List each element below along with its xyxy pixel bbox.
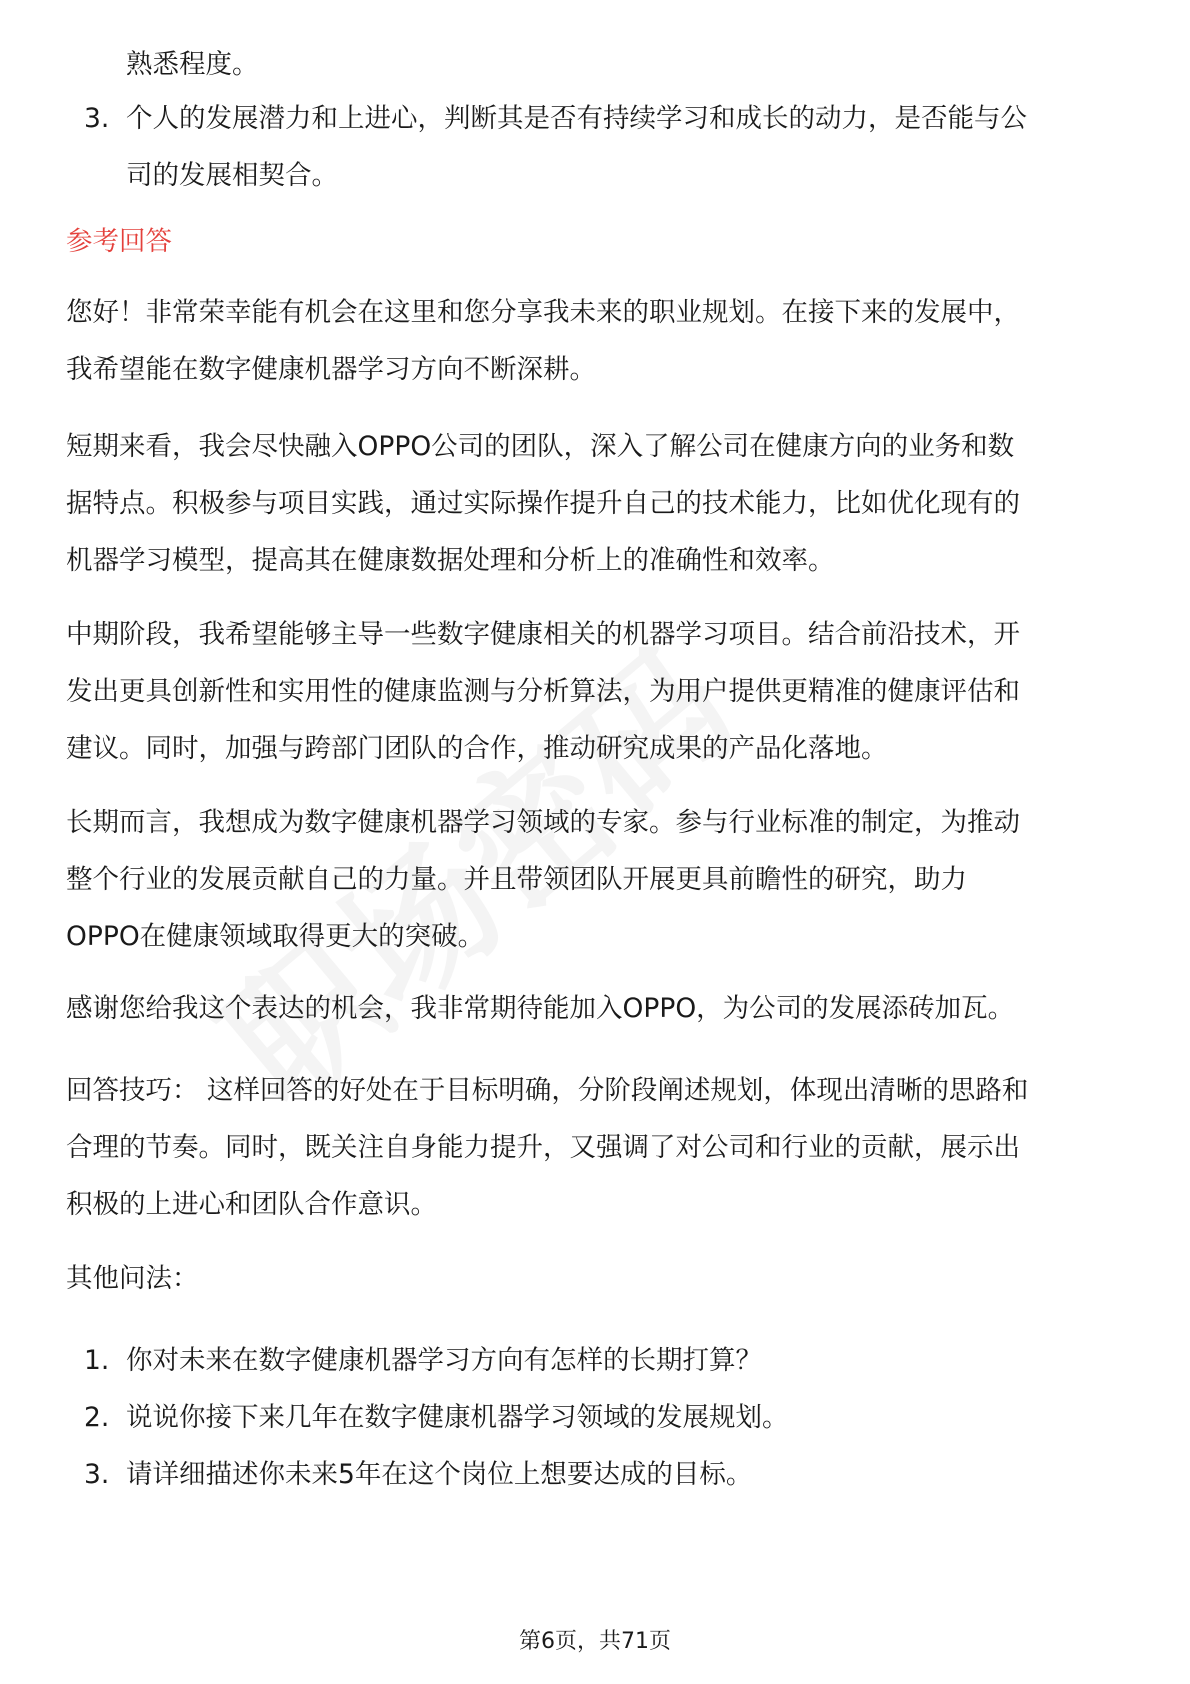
paragraph-mid-term bbox=[66, 606, 1020, 777]
list-item-text: 请详细描述你未来5年在这个岗位上想要达成的目标。 bbox=[126, 1459, 753, 1490]
page-footer: 第6页，共71页 bbox=[519, 1629, 671, 1654]
list-number: 3. bbox=[84, 1459, 110, 1490]
list-item-line bbox=[72, 90, 1027, 147]
paragraph-greeting bbox=[66, 284, 1020, 398]
paragraph-line: 据特点。积极参与项目实践，通过实际操作提升自己的技术能力，比如优化现有的 bbox=[66, 488, 1020, 519]
paragraph-line: 机器学习模型，提高其在健康数据处理和分析上的准确性和效率。 bbox=[66, 545, 835, 576]
paragraph-line: 发出更具创新性和实用性的健康监测与分析算法，为用户提供更精准的健康评估和 bbox=[66, 676, 1020, 707]
list-item bbox=[72, 1446, 789, 1503]
paragraph-line: 合理的节奏。同时，既关注自身能力提升，又强调了对公司和行业的贡献，展示出 bbox=[66, 1132, 1020, 1163]
paragraph-line: 您好！非常荣幸能有机会在这里和您分享我未来的职业规划。在接下来的发展中， bbox=[66, 297, 1020, 328]
list-item bbox=[72, 1389, 789, 1446]
other-questions-label: 其他问法： bbox=[66, 1263, 199, 1294]
list-number: 1. bbox=[84, 1345, 110, 1376]
paragraph-line: OPPO在健康领域取得更大的突破。 bbox=[66, 921, 485, 952]
list-item-continuation bbox=[72, 36, 259, 93]
paragraph-line: 我希望能在数字健康机器学习方向不断深耕。 bbox=[66, 354, 596, 385]
list-item-text: 你对未来在数字健康机器学习方向有怎样的长期打算？ bbox=[126, 1345, 762, 1376]
paragraph-short-term bbox=[66, 418, 1020, 589]
paragraph-line: 短期来看，我会尽快融入OPPO公司的团队，深入了解公司在健康方向的业务和数 bbox=[66, 431, 1015, 462]
paragraph-line: 积极的上进心和团队合作意识。 bbox=[66, 1189, 437, 1220]
other-questions-list bbox=[72, 1332, 789, 1503]
paragraph-line: 建议。同时，加强与跨部门团队的合作，推动研究成果的产品化落地。 bbox=[66, 733, 888, 764]
list-item-3 bbox=[72, 90, 1027, 204]
paragraph-line: 回答技巧： 这样回答的好处在于目标明确，分阶段阐述规划，体现出清晰的思路和 bbox=[66, 1075, 1029, 1106]
paragraph-thanks bbox=[66, 980, 1014, 1037]
paragraph-line: 整个行业的发展贡献自己的力量。并且带领团队开展更具前瞻性的研究，助力 bbox=[66, 864, 967, 895]
list-number: 2. bbox=[84, 1402, 110, 1433]
list-item-text: 司的发展相契合。 bbox=[126, 160, 338, 191]
list-item bbox=[72, 1332, 789, 1389]
paragraph-line: 长期而言，我想成为数字健康机器学习领域的专家。参与行业标准的制定，为推动 bbox=[66, 807, 1020, 838]
paragraph-long-term bbox=[66, 794, 1020, 965]
list-number: 3. bbox=[84, 103, 110, 134]
list-item-line bbox=[72, 147, 1027, 204]
list-item-text: 个人的发展潜力和上进心，判断其是否有持续学习和成长的动力，是否能与公 bbox=[126, 103, 1027, 134]
paragraph-answer-tips bbox=[66, 1062, 1028, 1233]
list-item-text: 说说你接下来几年在数字健康机器学习领域的发展规划。 bbox=[126, 1402, 789, 1433]
reference-answer-heading: 参考回答 bbox=[66, 226, 172, 257]
paragraph-line: 中期阶段，我希望能够主导一些数字健康相关的机器学习项目。结合前沿技术，开 bbox=[66, 619, 1020, 650]
paragraph-line: 感谢您给我这个表达的机会，我非常期待能加入OPPO，为公司的发展添砖加瓦。 bbox=[66, 993, 1015, 1024]
list-item-text: 熟悉程度。 bbox=[126, 49, 259, 80]
